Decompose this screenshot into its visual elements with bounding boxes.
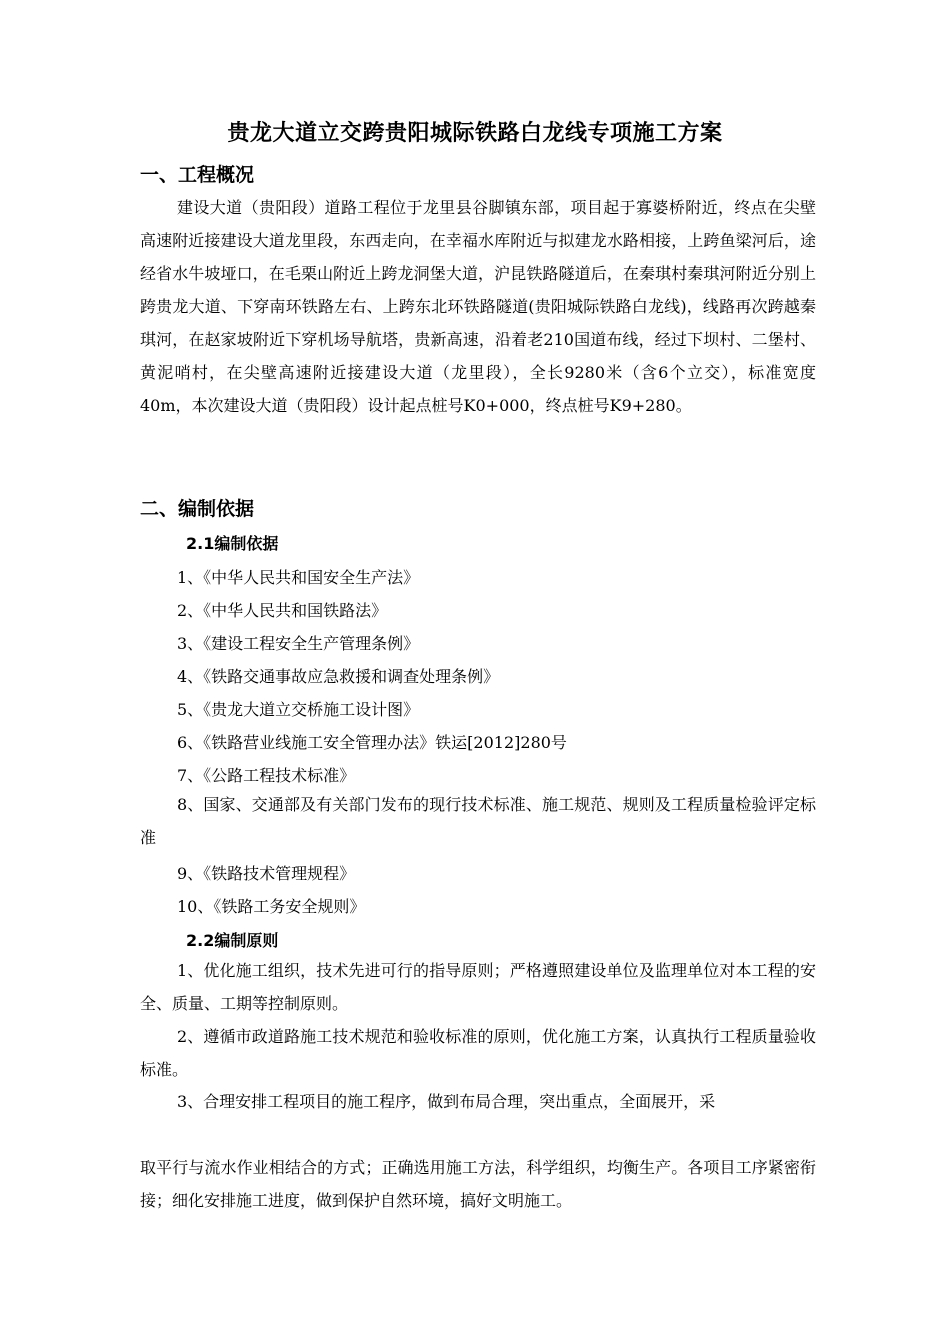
principle-item: 2、遵循市政道路施工技术规范和验收标准的原则，优化施工方案，认真执行工程质量验收标准。	[140, 1027, 816, 1079]
basis-item: 3、《建设工程安全生产管理条例》	[177, 634, 420, 653]
basis-item: 4、《铁路交通事故应急救援和调查处理条例》	[177, 667, 500, 686]
basis-item: 7、《公路工程技术标准》	[177, 766, 356, 785]
overview-paragraph: 建设大道（贵阳段）道路工程位于龙里县谷脚镇东部，项目起于寡婆桥附近，终点在尖壁高速附近接建设大道龙里段，东西走向，在幸福水库附近与拟建龙水路相接，上跨鱼梁河后，途经省水牛坡垭口，在毛栗山附近上跨龙洞堡大道，沪昆铁路隧道后，在秦琪村秦琪河附近分别上跨贵龙大道、下穿南环铁路左右、上跨东北环铁路隧道(贵阳城际铁路白龙线)，线路再次跨越秦琪河，在赵家坡附近下穿机场导航塔，贵新高速，沿着老210国道布线，经过下坝村、二堡村、黄泥哨村，在尖壁高速附近接建设大道（龙里段），全长9280米（含6个立交），标准宽度40m，本次建设大道（贵阳段）设计起点桩号K0+000，终点桩号K9+280。	[140, 198, 816, 415]
principle-continuation: 取平行与流水作业相结合的方式；正确选用施工方法，科学组织，均衡生产。各项目工序紧密衔接；细化安排施工进度，做到保护自然环境，搞好文明施工。	[140, 1158, 816, 1210]
subsection-heading-basis: 2.1编制依据	[186, 534, 279, 553]
principle-item: 3、合理安排工程项目的施工程序，做到布局合理，突出重点，全面展开，采	[177, 1092, 716, 1111]
document-title: 贵龙大道立交跨贵阳城际铁路白龙线专项施工方案	[227, 121, 723, 146]
section-heading-overview: 一、工程概况	[140, 164, 255, 186]
section-heading-basis: 二、编制依据	[140, 498, 255, 520]
basis-item: 1、《中华人民共和国安全生产法》	[177, 568, 420, 587]
basis-item: 10、《铁路工务安全规则》	[177, 897, 366, 916]
subsection-heading-principles: 2.2编制原则	[186, 931, 279, 950]
basis-item: 5、《贵龙大道立交桥施工设计图》	[177, 700, 420, 719]
principle-item: 1、优化施工组织，技术先进可行的指导原则；严格遵照建设单位及监理单位对本工程的安全、质量、工期等控制原则。	[140, 961, 816, 1013]
basis-item-multiline: 8、国家、交通部及有关部门发布的现行技术标准、施工规范、规则及工程质量检验评定标准	[140, 795, 816, 847]
basis-item: 2、《中华人民共和国铁路法》	[177, 601, 388, 620]
basis-item: 9、《铁路技术管理规程》	[177, 864, 356, 883]
basis-item: 6、《铁路营业线施工安全管理办法》铁运[2012]280号	[177, 733, 567, 752]
